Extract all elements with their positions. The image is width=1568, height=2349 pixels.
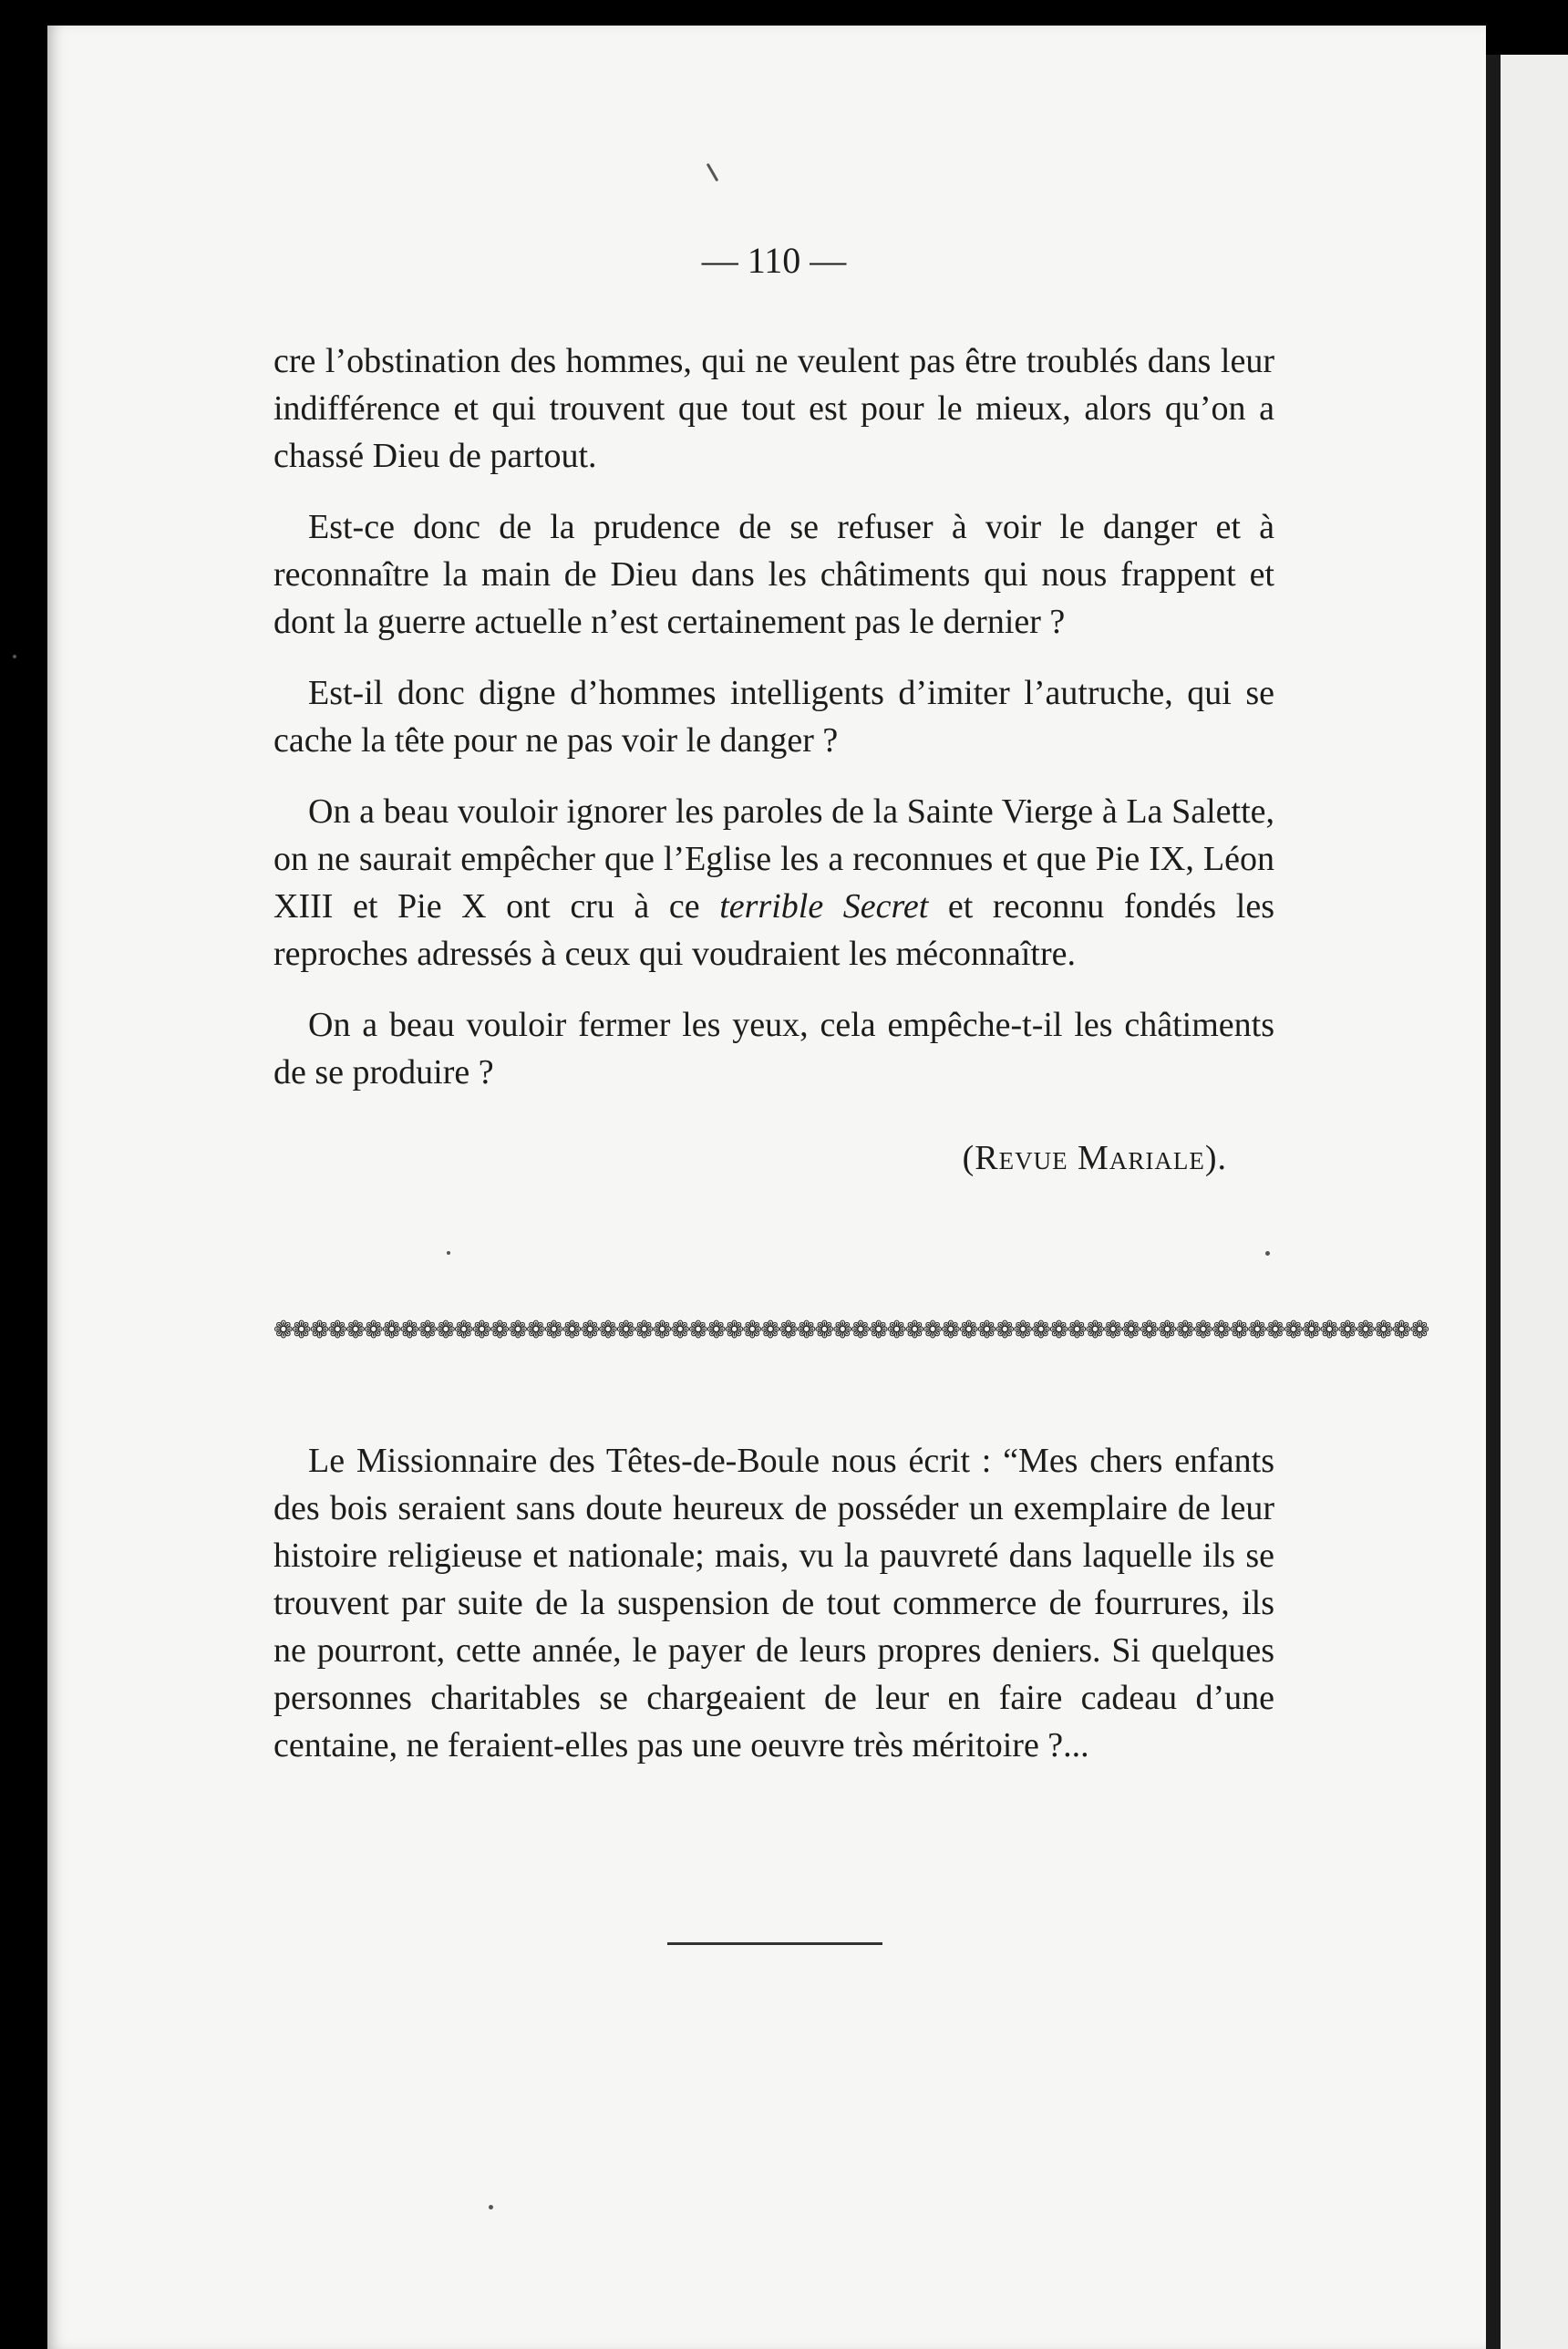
article-paragraph-5: On a beau vouloir fermer les yeux, cela empêche-t-il les châtiments de se produire ? <box>273 1006 1274 1092</box>
scan-speck <box>489 2205 493 2209</box>
page-binding-edge <box>1486 55 1501 2349</box>
article-body <box>273 337 1274 1206</box>
scan-speck <box>13 655 16 658</box>
page-number: — 110 — <box>701 240 847 281</box>
notice-paragraph: Le Missionnaire des Têtes-de-Boule nous écrit : “Mes chers enfants des bois seraient sans doute heureux de posséder un exemplaire de leur histoire religieuse et nationale; mais, vu la pauvreté dans laquelle ils se trouvent par suite de la suspension de tout commerce de fourrures, ils ne pourront, cette année, le payer de leurs propres deniers. Si quelques personnes charitables se chargeaient de leur en faire cadeau d’une centaine, ne feraient-elles pas une oeuvre très méritoire ?... <box>273 1442 1274 1764</box>
article-paragraph-1: cre l’obstination des hommes, qui ne veulent pas être troublés dans leur indifférence et qui trouvent que tout est pour le mieux, alors qu’on a chassé Dieu de partout. <box>273 342 1274 475</box>
notice-body <box>273 1437 1274 1793</box>
article-paragraph-2: Est-ce donc de la prudence de se refuser à voir le danger et à reconnaître la main de Dieu dans les châtiments qui nous frappent et dont la guerre actuelle n’est certainement pas le dernier ? <box>273 508 1274 641</box>
next-page-edge <box>1501 55 1568 2349</box>
paragraph-4-text-after: et reconnu fondés les reproches adressés à ceux qui voudraient les méconnaître. <box>273 887 1274 973</box>
closing-rule <box>667 1942 882 1945</box>
scan-speck <box>1265 1251 1270 1256</box>
scan-speck <box>447 1251 450 1255</box>
article-source: (Revue Mariale). <box>962 1139 1227 1177</box>
article-paragraph-4 <box>273 788 1274 978</box>
terrible-secret-emphasis: terrible Secret <box>719 887 929 926</box>
article-paragraph-3: Est-il donc digne d’hommes intelligents d’imiter l’autruche, qui se cache la tête pour ne pas voir le danger ? <box>273 674 1274 760</box>
paragraph-4-text-before: On a beau vouloir ignorer les paroles de la Sainte Vierge à La Salette, on ne saurait empêcher que l’Eglise les a reconnues et que Pie IX, Léon XIII et Pie X ont cru à ce <box>273 792 1274 926</box>
ornamental-divider: ❁❁❁❁❁❁❁❁❁❁❁❁❁❁❁❁❁❁❁❁❁❁❁❁❁❁❁❁❁❁❁❁❁❁❁❁❁❁❁❁❁❁❁❁❁❁❁❁❁❁❁❁❁❁❁❁❁❁❁❁❁❁❁❁ <box>273 1317 1429 1344</box>
